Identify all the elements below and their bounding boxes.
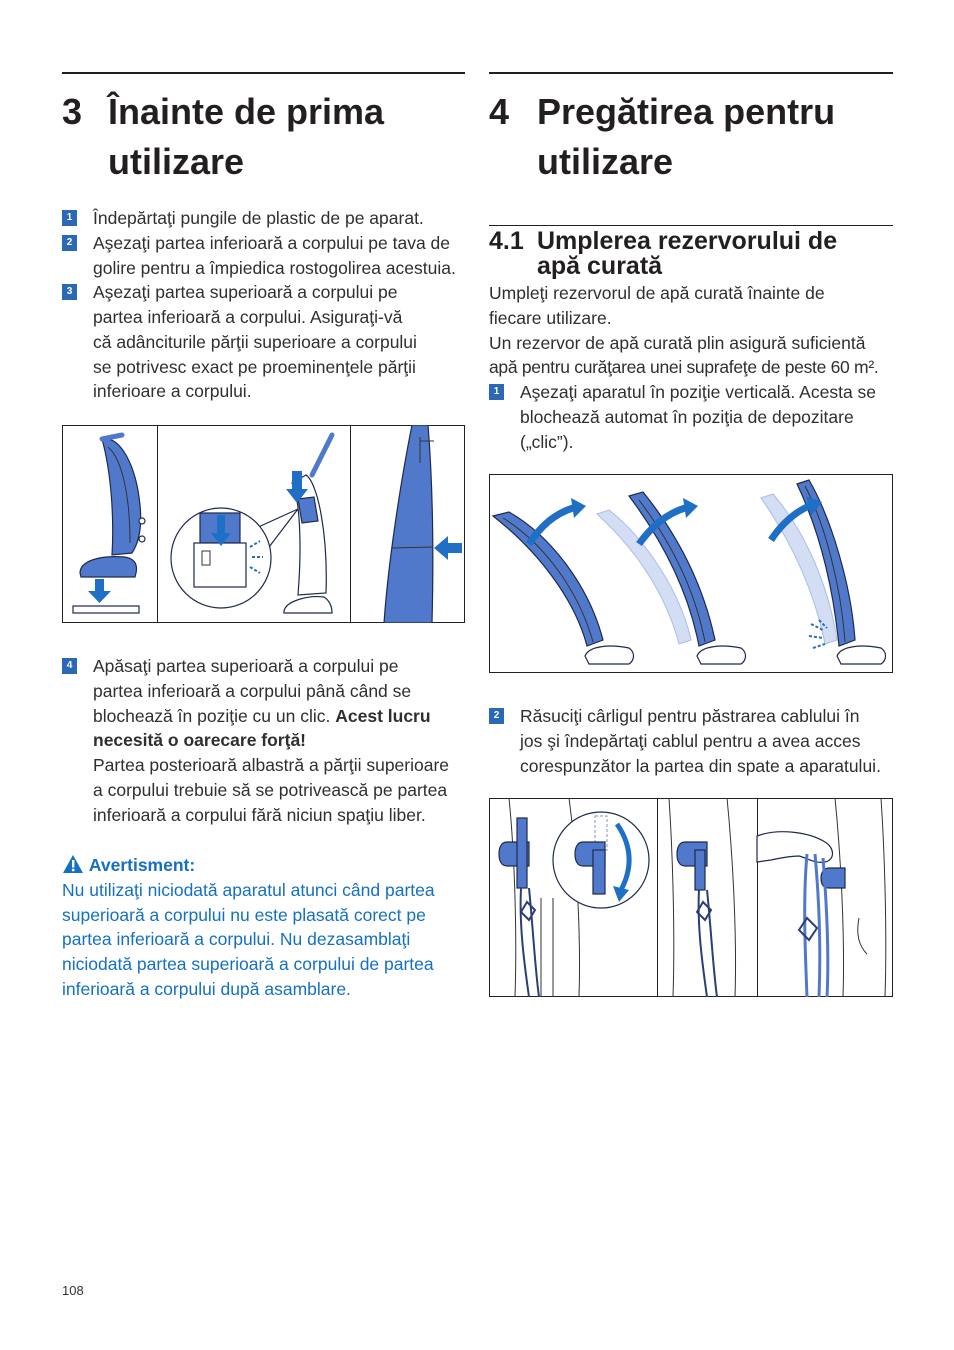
intro-text: fiecare utilizare.	[489, 307, 612, 328]
list-item	[62, 654, 465, 827]
step-text: Răsuciţi cârligul pentru păstrarea cablului în	[520, 706, 860, 726]
list-item	[62, 231, 465, 281]
step-text: Aşezaţi partea superioară a corpului pe	[93, 282, 398, 303]
step-note: Partea posterioară albastră a părţii superioare	[93, 755, 450, 775]
step-text	[93, 704, 465, 729]
section-title-line: Umplerea rezervorului de	[537, 227, 838, 255]
chapter-title-line: Pregătirea pentru	[537, 91, 836, 132]
step-text: partea inferioară a corpului. Asiguraţi-vă	[93, 307, 403, 327]
emphasis-text: Acest lucru	[335, 705, 431, 726]
steps-list	[62, 654, 465, 827]
section-title	[537, 229, 837, 279]
list-item	[489, 380, 893, 454]
chapter-4-rule	[489, 72, 893, 74]
step-text: („clic”).	[520, 431, 574, 452]
assembly-illustration-drawing	[62, 425, 465, 623]
chapter-3-rule	[62, 72, 465, 74]
upright-position-illustration	[489, 474, 893, 673]
step-note: a corpului trebuie să se potrivească pe partea	[93, 779, 448, 800]
warning-heading	[62, 853, 465, 878]
upright-position-drawing	[489, 474, 893, 673]
step-text-segment: blochează în poziţie cu un clic.	[93, 705, 331, 726]
step-text: blochează automat în poziţia de depozitare	[520, 406, 854, 427]
step-number-badge: 4	[62, 658, 77, 674]
intro-text: apă pentru curăţarea unei suprafeţe de peste 60 m².	[489, 357, 879, 378]
section-body	[489, 281, 893, 454]
cord-hook-drawing	[489, 798, 893, 997]
step-number-badge: 2	[62, 235, 77, 251]
cord-hook-illustration	[489, 798, 893, 997]
step-number-badge: 1	[489, 384, 504, 400]
assembly-illustration	[62, 425, 465, 623]
chapter-title-line: utilizare	[108, 141, 245, 182]
step-text: se potrivesc exact pe proeminenţele părţii	[93, 356, 416, 377]
section-title-line: apă curată	[537, 252, 663, 280]
magnifier-callout	[553, 812, 649, 908]
warning-text: partea inferioară a corpului. Nu dezasamblaţi	[62, 929, 411, 950]
emphasis-text: necesită o oarecare forţă!	[93, 730, 307, 751]
step-text: corespunzător la partea din spate a aparatului.	[520, 755, 881, 776]
step-text: Aşezaţi partea inferioară a corpului pe tava de	[93, 232, 451, 253]
chapter-number: 4	[489, 91, 510, 132]
step-text: partea inferioară a corpului până când se	[93, 680, 412, 701]
step-text	[93, 728, 465, 753]
list-item	[62, 206, 465, 231]
step-number-badge: 2	[489, 708, 504, 724]
step-text: jos şi îndepărtaţi cablul pentru a avea acces	[520, 730, 861, 751]
drip-tray	[73, 606, 139, 613]
section-rule	[489, 225, 893, 226]
chapter-title	[108, 87, 384, 187]
intro-text: Un rezervor de apă curată plin asigură suficientă	[489, 332, 866, 353]
step-text: Îndepărtaţi pungile de plastic de pe aparat.	[93, 208, 424, 228]
chapter-title	[537, 87, 835, 187]
warning-box	[62, 853, 465, 1002]
step-text: Apăsaţi partea superioară a corpului pe	[93, 656, 399, 676]
step-text: că adânciturile părţii superioare a corpului	[93, 331, 417, 352]
warning-triangle-icon	[62, 854, 84, 874]
intro-text: Umpleţi rezervorul de apă curată înainte de	[489, 283, 825, 303]
list-item	[489, 704, 893, 778]
step-text: inferioare a corpului.	[93, 381, 252, 402]
list-item	[62, 280, 465, 404]
warning-text: inferioară a corpului după asamblare.	[62, 978, 351, 999]
step-text: golire pentru a împiedica rostogolirea acestuia.	[93, 257, 456, 278]
steps-list	[62, 206, 465, 404]
step-note: inferioară a corpului fără niciun spaţiu liber.	[93, 804, 426, 825]
chapter-number: 3	[62, 91, 83, 132]
page-number: 108	[62, 1283, 84, 1298]
section-number: 4.1	[489, 227, 524, 255]
step-number-badge: 1	[62, 210, 77, 226]
step-number-badge: 3	[62, 284, 77, 300]
warning-title: Avertisment:	[88, 855, 196, 875]
warning-text: niciodată partea superioară a corpului de partea	[62, 954, 434, 974]
step-text: Aşezaţi aparatul în poziţie verticală. Acesta se	[520, 382, 877, 402]
chapter-title-line: Înainte de prima	[108, 91, 385, 132]
steps-list	[489, 704, 893, 778]
warning-text: superioară a corpului nu este plasată corect pe	[62, 904, 426, 925]
chapter-title-line: utilizare	[537, 141, 674, 182]
warning-text: Nu utilizaţi niciodată aparatul atunci când partea	[62, 879, 435, 900]
